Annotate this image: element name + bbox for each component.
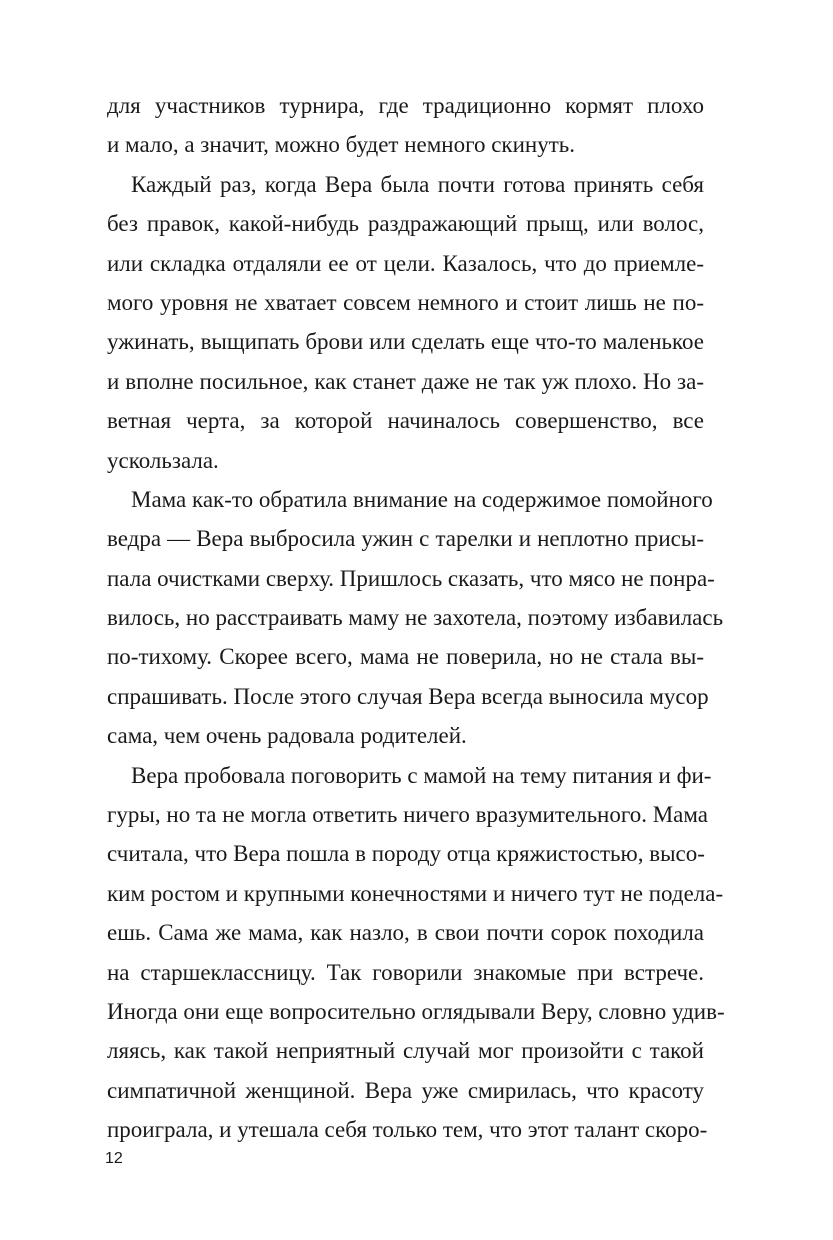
text-line: Мама как-то обратила внимание на содержимое помойного (131, 486, 713, 512)
text-line: для участников турнира, где традиционно кормят плохо (107, 93, 704, 118)
text-line: симпатичной женщиной. Вера уже смирилась, что красоту (107, 1077, 704, 1103)
text-line: вилось, но расстраивать маму не захотела, поэтому избавилась (107, 605, 724, 631)
text-line: сама, чем очень радовала родителей. (107, 723, 467, 749)
text-line: и мало, а значит, можно будет немного скинуть. (107, 132, 575, 158)
text-line: проиграла, и утешала себя только тем, что этот талант скоро- (107, 1117, 708, 1143)
page-body (107, 86, 725, 1150)
text-line: считала, что Вера пошла в породу отца кряжистостью, высо- (107, 841, 705, 867)
paragraph-4 (107, 756, 725, 1150)
text-line: ветная черта, за которой начиналось совершенство, все (107, 408, 704, 434)
text-line: Иногда они еще вопросительно оглядывали Веру, словно удив- (107, 998, 725, 1024)
text-line: без правок, какой-нибудь раздражающий прыщ, или волос, (107, 211, 704, 237)
text-line: ускользала. (107, 447, 219, 473)
text-line: ляясь, как такой неприятный случай мог произойти с такой (107, 1038, 704, 1064)
paragraph-1 (107, 86, 704, 165)
text-line: Вера пробовала поговорить с мамой на тему питания и фи- (131, 762, 712, 788)
text-line: ужинать, выщипать брови или сделать еще что-то маленькое (107, 329, 704, 355)
text-line: пала очистками сверху. Пришлось сказать, что мясо не понра- (107, 565, 715, 591)
text-line: Каждый раз, когда Вера была почти готова принять себя (131, 171, 704, 197)
text-line: ешь. Сама же мама, как назло, в свои почти сорок походила (107, 920, 704, 946)
text-line: спрашивать. После этого случая Вера всегда выносила мусор (107, 683, 709, 709)
paragraph-3 (107, 480, 724, 756)
paragraph-2 (107, 165, 704, 480)
text-line: гуры, но та не могла ответить ничего вразумительного. Мама (107, 802, 708, 828)
text-line: ким ростом и крупными конечностями и ничего тут не поделa- (107, 880, 724, 906)
text-line: или складка отдаляли ее от цели. Казалось, что до приемле- (107, 250, 704, 276)
text-line: на старшеклассницу. Так говорили знакомые при встрече. (107, 959, 704, 985)
text-line: мого уровня не хватает совсем немного и стоит лишь не по- (107, 289, 704, 315)
text-line: и вполне посильное, как станет даже не так уж плохо. Но за- (107, 368, 704, 394)
text-line: ведра — Вера выбросила ужин с тарелки и неплотно присы- (107, 526, 704, 552)
page-number: 12 (105, 1150, 123, 1167)
text-line: по-тихому. Скорее всего, мама не поверила, но не стала вы- (107, 644, 704, 670)
